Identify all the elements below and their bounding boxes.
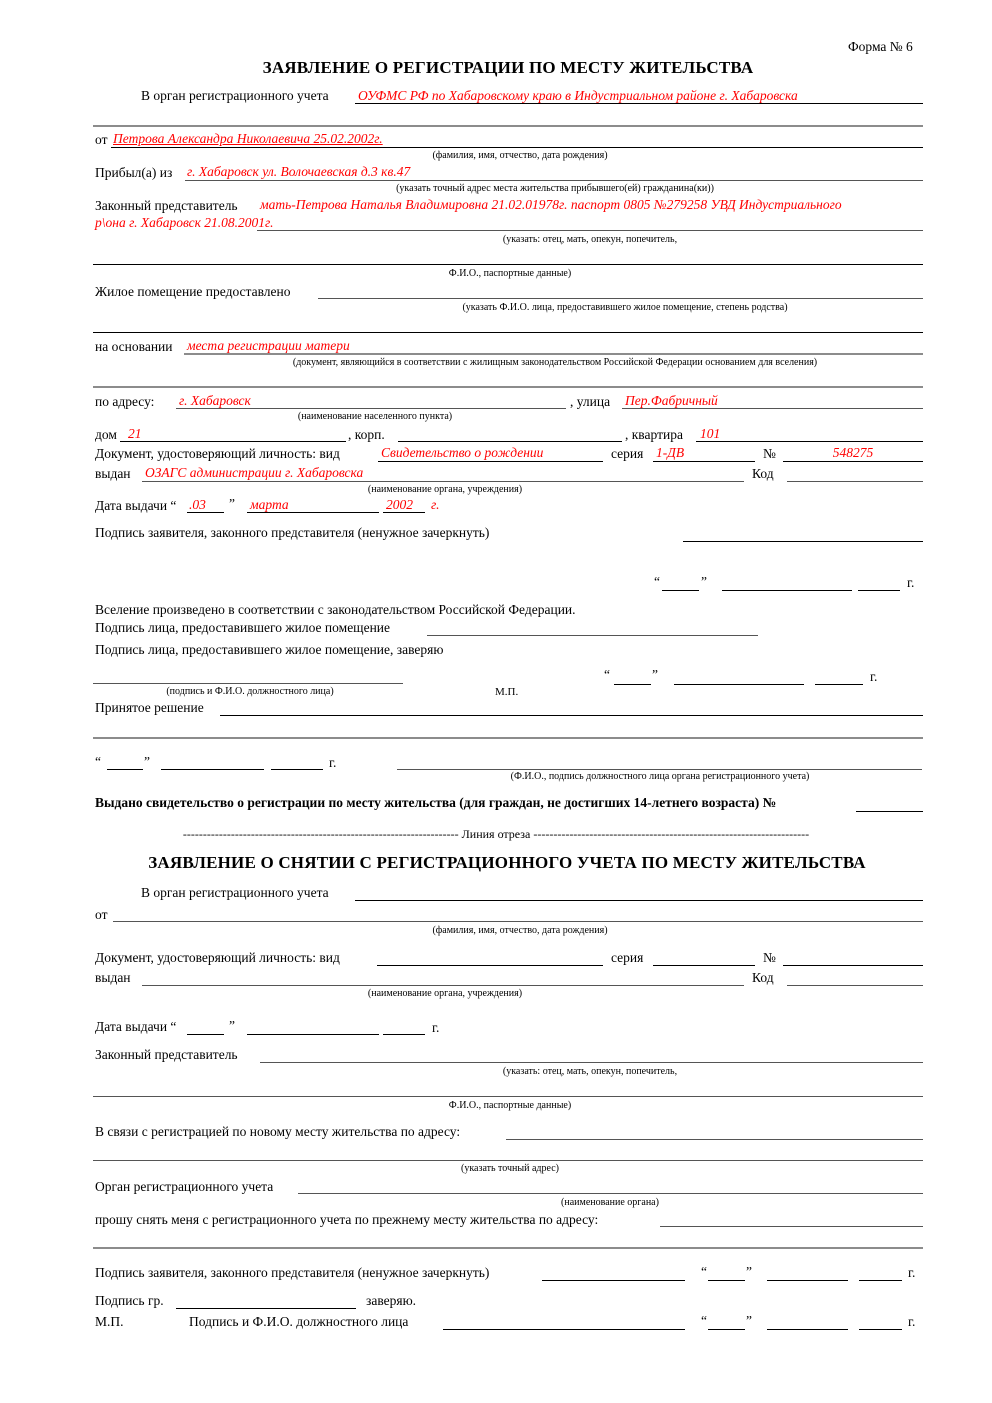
dereg-from-field[interactable] <box>113 921 923 922</box>
housing-label: Жилое помещение предоставлено <box>95 284 291 299</box>
dereg-issue-date-label: Дата выдачи “ <box>95 1019 177 1034</box>
code-field[interactable] <box>787 481 923 482</box>
building-field[interactable] <box>398 441 622 442</box>
dereg-citizen-signature-field[interactable] <box>176 1308 356 1309</box>
applicant-signature-label: Подпись заявителя, законного представителя (ненужное зачеркнуть) <box>95 525 490 540</box>
dereg-new-address-field-line2[interactable] <box>93 1160 923 1161</box>
legal-rep-hint1: (указать: отец, мать, опекун, попечитель, <box>502 234 678 245</box>
number-value[interactable]: 548275 <box>832 445 874 460</box>
series-label: серия <box>611 446 644 461</box>
dereg-date1-year-suffix: г. <box>908 1265 916 1280</box>
issued-label: выдан <box>95 466 131 481</box>
basis-hint: (документ, являющийся в соответствии с жилищным законодательством Российской Федерации основанием для вселения) <box>292 357 818 368</box>
house-label: дом <box>95 427 117 442</box>
dereg-from-label: от <box>95 907 108 922</box>
date3-year-suffix: г. <box>329 755 337 770</box>
dereg-date2-quote-close: ” <box>746 1313 752 1328</box>
dereg-number-label: № <box>763 950 776 965</box>
dereg-date2-day-field[interactable] <box>708 1329 745 1330</box>
dereg-applicant-signature-field[interactable] <box>542 1280 685 1281</box>
dereg-organ2-hint: (наименование органа) <box>561 1197 659 1208</box>
from-hint: (фамилия, имя, отчество, дата рождения) <box>432 150 608 161</box>
dereg-stamp-label: М.П. <box>95 1314 124 1329</box>
dereg-issue-year-field[interactable] <box>383 1034 425 1035</box>
date1-quote-open: “ <box>654 574 660 589</box>
arrived-label: Прибыл(а) из <box>95 165 173 180</box>
date2-quote-close: ” <box>652 667 658 682</box>
dereg-official-signature-field[interactable] <box>443 1329 685 1330</box>
number-field[interactable] <box>783 461 923 462</box>
housing-hint: (указать Ф.И.О. лица, предоставившего жилое помещение, степень родства) <box>462 302 788 313</box>
dereg-organ-label: В орган регистрационного учета <box>141 885 329 900</box>
official-signature-field[interactable] <box>93 683 403 684</box>
date3-year-field[interactable] <box>271 769 323 770</box>
issue-year-value[interactable]: 2002 <box>386 497 413 512</box>
form-number: Форма № 6 <box>848 39 913 54</box>
date1-quote-close: ” <box>701 574 707 589</box>
applicant-signature-field[interactable] <box>683 541 923 542</box>
organ-value[interactable]: ОУФМС РФ по Хабаровскому краю в Индустриальном районе г. Хабаровска <box>358 88 798 103</box>
date3-quote-close: ” <box>144 754 150 769</box>
dereg-date2-quote-open: “ <box>701 1313 707 1328</box>
house-value[interactable]: 21 <box>128 426 142 441</box>
doc-type-field[interactable] <box>378 461 603 462</box>
basis-label: на основании <box>95 339 173 354</box>
address-label: по адресу: <box>95 394 155 409</box>
dereg-legal-rep-hint2: Ф.И.О., паспортные данные) <box>448 1100 572 1111</box>
dereg-from-hint: (фамилия, имя, отчество, дата рождения) <box>432 925 608 936</box>
dereg-date1-quote-open: “ <box>701 1264 707 1279</box>
housing-field-line2[interactable] <box>93 332 923 333</box>
dereg-date2-year-field[interactable] <box>859 1329 902 1330</box>
dereg-issue-quote-close: ” <box>229 1018 235 1033</box>
issued-field[interactable] <box>142 481 744 482</box>
dereg-issue-year-suffix: г. <box>432 1020 440 1035</box>
dereg-organ2-label: Орган регистрационного учета <box>95 1179 274 1194</box>
address-city-hint: (наименование населенного пункта) <box>297 411 453 422</box>
deregistration-title: ЗАЯВЛЕНИЕ О СНЯТИИ С РЕГИСТРАЦИОННОГО УЧЕТА ПО МЕСТУ ЖИТЕЛЬСТВА <box>148 853 866 872</box>
dereg-new-address-label: В связи с регистрацией по новому месту жительства по адресу: <box>95 1124 461 1139</box>
issue-date-label: Дата выдачи “ <box>95 498 177 513</box>
date2-month-field[interactable] <box>674 684 804 685</box>
date1-year-field[interactable] <box>858 590 900 591</box>
building-label: , корп. <box>348 427 385 442</box>
series-field[interactable] <box>653 461 755 462</box>
dereg-series-field[interactable] <box>653 965 755 966</box>
organ-field-line2[interactable] <box>93 125 923 127</box>
dereg-organ-field[interactable] <box>355 900 923 901</box>
certificate-text: Выдано свидетельство о регистрации по месту жительства (для граждан, не достигших 14-летнего возраста) № <box>95 795 777 810</box>
apartment-field[interactable] <box>696 441 923 442</box>
dereg-date1-year-field[interactable] <box>859 1280 902 1281</box>
basis-value[interactable]: места регистрации матери <box>187 338 350 353</box>
housing-field[interactable] <box>318 298 923 299</box>
date1-day-field[interactable] <box>662 590 699 591</box>
date2-year-suffix: г. <box>870 669 878 684</box>
legal-rep-field-line2[interactable] <box>93 264 923 265</box>
code-label: Код <box>752 466 774 481</box>
dereg-new-address-hint: (указать точный адрес) <box>461 1163 559 1174</box>
legal-rep-field[interactable] <box>257 230 923 231</box>
from-label: от <box>95 132 108 147</box>
doc-type-value[interactable]: Свидетельство о рождении <box>381 445 544 460</box>
dereg-request-label: прошу снять меня с регистрационного учета по прежнему месту жительства по адресу: <box>95 1212 599 1227</box>
provider-signature-label: Подпись лица, предоставившего жилое помещение <box>95 620 391 635</box>
dereg-code-label: Код <box>752 970 774 985</box>
from-field[interactable] <box>111 147 923 148</box>
date1-month-field[interactable] <box>722 590 852 591</box>
dereg-request-field-line2[interactable] <box>93 1247 923 1249</box>
doc-label: Документ, удостоверяющий личность: вид <box>95 446 340 461</box>
dereg-date1-month-field[interactable] <box>767 1280 848 1281</box>
address-city-value[interactable]: г. Хабаровск <box>179 393 251 408</box>
date3-day-field[interactable] <box>107 769 143 770</box>
dereg-applicant-signature-label: Подпись заявителя, законного представителя (ненужное зачеркнуть) <box>95 1265 490 1280</box>
issue-year-suffix: г. <box>431 497 440 512</box>
moved-in-text: Вселение произведено в соответствии с законодательством Российской Федерации. <box>95 602 576 617</box>
arrived-hint: (указать точный адрес места жительства прибывшего(ей) гражданина(ки)) <box>396 183 714 194</box>
dereg-citizen-signature-label: Подпись гр. <box>95 1293 164 1308</box>
legal-rep-label: Законный представитель <box>95 198 238 213</box>
dereg-date2-month-field[interactable] <box>767 1329 848 1330</box>
dereg-number-field[interactable] <box>783 965 923 966</box>
organ-label: В орган регистрационного учета <box>141 88 329 103</box>
legal-rep-value-line2[interactable]: р\она г. Хабаровск 21.08.2001г. <box>95 215 274 230</box>
registrar-signature-field[interactable] <box>397 769 922 770</box>
dereg-request-field[interactable] <box>660 1226 923 1227</box>
arrived-value[interactable]: г. Хабаровск ул. Волочаевская д.3 кв.47 <box>187 164 411 179</box>
dereg-legal-rep-hint1: (указать: отец, мать, опекун, попечитель, <box>502 1066 678 1077</box>
legal-rep-hint2: Ф.И.О., паспортные данные) <box>448 268 572 279</box>
dereg-organ2-field[interactable] <box>298 1193 923 1194</box>
certificate-number-field[interactable] <box>856 811 923 812</box>
decision-field[interactable] <box>220 715 923 716</box>
dereg-date1-day-field[interactable] <box>708 1280 745 1281</box>
date2-quote-open: “ <box>604 667 610 682</box>
number-label: № <box>763 446 776 461</box>
dereg-certify-label: заверяю. <box>366 1293 417 1308</box>
dereg-issue-month-field[interactable] <box>247 1034 379 1035</box>
registration-title: ЗАЯВЛЕНИЕ О РЕГИСТРАЦИИ ПО МЕСТУ ЖИТЕЛЬСТВА <box>262 58 754 77</box>
dereg-official-signature-label: Подпись и Ф.И.О. должностного лица <box>189 1314 409 1329</box>
issued-value[interactable]: ОЗАГС администрации г. Хабаровска <box>145 465 364 480</box>
dereg-legal-rep-field[interactable] <box>260 1062 923 1063</box>
dereg-doc-label: Документ, удостоверяющий личность: вид <box>95 950 340 965</box>
date2-day-field[interactable] <box>614 684 651 685</box>
series-value[interactable]: 1-ДВ <box>656 445 685 460</box>
dereg-new-address-field[interactable] <box>506 1139 923 1140</box>
decision-field-line2[interactable] <box>93 737 923 739</box>
provider-signature-field[interactable] <box>427 635 758 636</box>
date3-month-field[interactable] <box>161 769 264 770</box>
dereg-date2-year-suffix: г. <box>908 1314 916 1329</box>
issued-hint: (наименование органа, учреждения) <box>367 484 523 495</box>
dereg-legal-rep-label: Законный представитель <box>95 1047 238 1062</box>
legal-rep-value-line1[interactable]: мать-Петрова Наталья Владимировна 21.02.01978г. паспорт 0805 №279258 УВД Индустриального <box>260 197 842 212</box>
street-label: , улица <box>570 394 611 409</box>
official-hint: (подпись и Ф.И.О. должностного лица) <box>166 686 334 697</box>
house-field[interactable] <box>120 441 346 442</box>
registrar-hint: (Ф.И.О., подпись должностного лица органа регистрационного учета) <box>510 771 810 782</box>
dereg-issued-field[interactable] <box>142 985 744 986</box>
dereg-date1-quote-close: ” <box>746 1264 752 1279</box>
date2-year-field[interactable] <box>815 684 863 685</box>
from-value[interactable]: Петрова Александра Николаевича 25.02.2002г. <box>113 131 383 146</box>
issue-day-value[interactable]: .03 <box>189 497 206 512</box>
dereg-doc-type-field[interactable] <box>377 965 603 966</box>
cut-line: --------------------------------------------------------------------- Линия отреза --------------------------------------------------------------------- <box>182 827 810 841</box>
provider-certify-label: Подпись лица, предоставившего жилое помещение, заверяю <box>95 642 444 657</box>
dereg-issue-day-field[interactable] <box>187 1034 224 1035</box>
date3-quote-open: “ <box>95 754 101 769</box>
basis-field-line2[interactable] <box>93 386 923 388</box>
dereg-legal-rep-field-line2[interactable] <box>93 1096 923 1097</box>
stamp-label-1: М.П. <box>495 686 519 698</box>
decision-label: Принятое решение <box>95 700 204 715</box>
issue-month-value[interactable]: марта <box>250 497 289 512</box>
date1-year-suffix: г. <box>907 575 915 590</box>
dereg-issued-label: выдан <box>95 970 131 985</box>
street-value[interactable]: Пер.Фабричный <box>625 393 718 408</box>
dereg-code-field[interactable] <box>787 985 923 986</box>
issue-quote-close: ” <box>229 496 235 511</box>
dereg-series-label: серия <box>611 950 644 965</box>
apartment-label: , квартира <box>625 427 683 442</box>
apartment-value[interactable]: 101 <box>700 426 721 441</box>
arrived-field[interactable] <box>185 180 923 181</box>
dereg-issued-hint: (наименование органа, учреждения) <box>367 988 523 999</box>
